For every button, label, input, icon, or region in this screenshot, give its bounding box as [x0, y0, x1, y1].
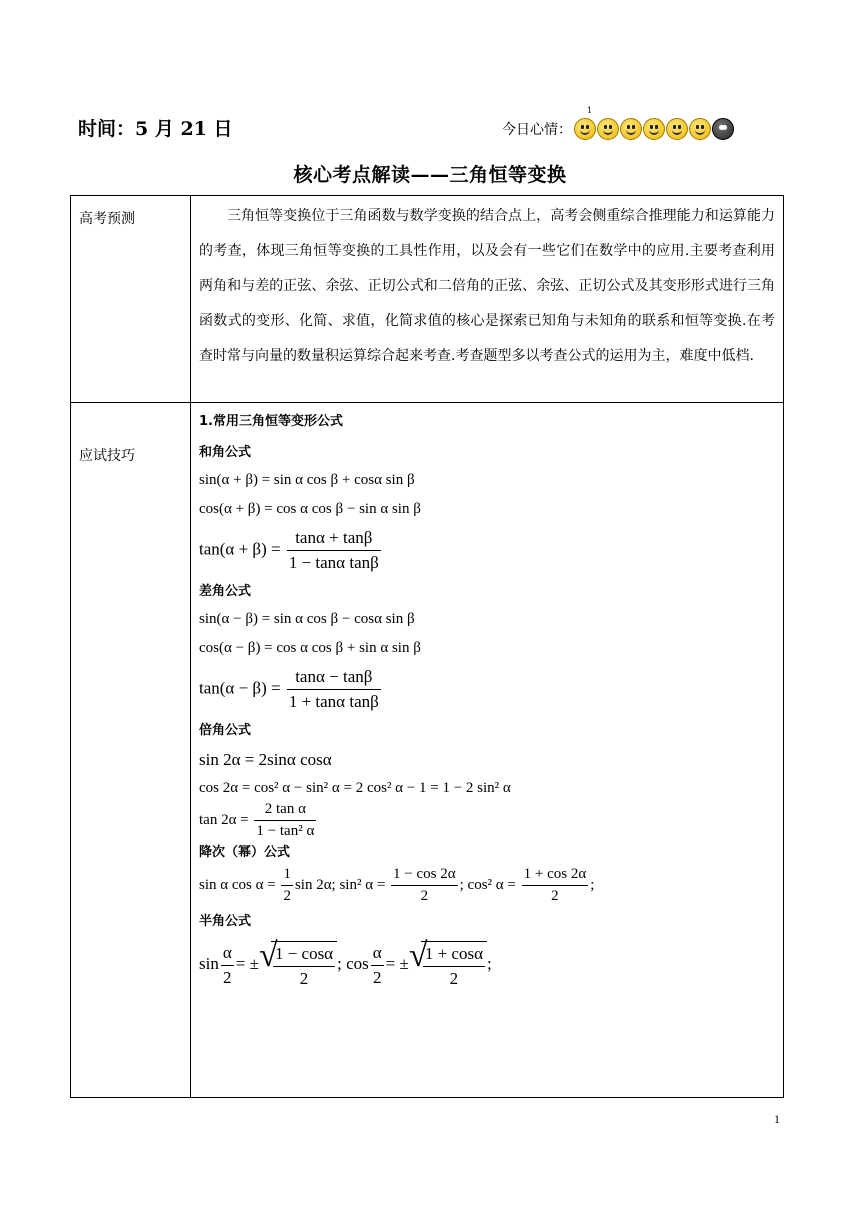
forecast-text: 三角恒等变换位于三角函数与数学变换的结合点上，高考会侧重综合推理能力和运算能力的考查，体现三角恒等变换的工具性作用，以及会有一些它们在数学中的应用.主要考查利用两角和与差的正弦、余弦、正切公式和二倍角的正弦、余弦、正切公式及其变形形式进行三角函数式的变形、化简、求值，化简求值的核心是探索已知角与未知角的联系和恒等变换.在考查时常与向量的数量积运算综合起来考查.考查题型多以考查公式的运用为主，难度中低档.	[199, 208, 775, 364]
content-table	[70, 195, 784, 1098]
sum-tan-formula	[199, 528, 775, 573]
smirk-emoji-icon	[689, 118, 711, 140]
diff-tan-numerator: tanα − tanβ	[287, 667, 381, 690]
diff-sin-formula: sin(α − β) = sin α cos β − cosα sin β	[199, 611, 415, 627]
sum-heading: 和角公式	[199, 445, 252, 460]
skills-label: 应试技巧	[79, 448, 135, 464]
skills-content-cell	[191, 403, 784, 1098]
power-c-denominator: 2	[551, 888, 559, 904]
power-c-numerator: 1 + cos 2α	[522, 866, 589, 886]
mood-row	[502, 118, 734, 140]
diff-tan-formula	[199, 667, 775, 712]
power-lhs: sin α cos α =	[199, 876, 276, 893]
sqrt-b: √ $\frac{1 + \cos\alpha}{2}$	[409, 941, 487, 989]
power-a-denominator: 2	[283, 888, 291, 904]
half-b-numerator: α	[371, 943, 384, 966]
half-heading: 半角公式	[199, 914, 252, 929]
half-sin: sin	[199, 953, 219, 973]
power-b-numerator: 1 − cos 2α	[391, 866, 458, 886]
diff-cos-formula: cos(α − β) = cos α cos β + sin α sin β	[199, 640, 421, 656]
diff-tan-lhs: tan(α − β) =	[199, 678, 281, 698]
sum-tan-lhs: tan(α + β) =	[199, 539, 281, 559]
sum-tan-denominator: 1 − tanα tanβ	[288, 553, 379, 572]
power-sin-sq: sin 2α; sin² α =	[294, 876, 386, 893]
half-a-numerator: α	[221, 943, 234, 966]
half-cos: ; cos	[337, 953, 369, 973]
half-b-denominator: 2	[372, 967, 382, 987]
sum-sin-formula: sin(α + β) = sin α cos β + cosα sin β	[199, 472, 415, 488]
double-tan-denominator: 1 − tan² α	[256, 823, 315, 839]
power-a-numerator: 1	[281, 866, 293, 886]
sum-cos-formula: cos(α + β) = cos α cos β − sin α sin β	[199, 501, 421, 517]
thinking-emoji-icon	[643, 118, 665, 140]
power-heading: 降次（幂）公式	[199, 845, 291, 860]
half-b-rad-denominator: 2	[449, 969, 459, 988]
double-cos-formula: cos 2α = cos² α − sin² α = 2 cos² α − 1 = 1 − 2 sin² α	[199, 780, 511, 796]
double-heading: 倍角公式	[199, 723, 252, 738]
forecast-row	[71, 196, 784, 403]
half-formula	[199, 937, 775, 989]
angry-emoji-icon	[620, 118, 642, 140]
diff-heading: 差角公式	[199, 584, 252, 599]
laughing-emoji-icon	[666, 118, 688, 140]
formulas-heading: 1.常用三角恒等变形公式	[199, 414, 343, 429]
diff-tan-denominator: 1 + tanα tanβ	[288, 692, 379, 711]
sum-tan-numerator: tanα + tanβ	[287, 528, 381, 551]
half-a-denominator: 2	[223, 967, 232, 987]
double-tan-numerator: 2 tan α	[254, 801, 316, 821]
double-tan-lhs: tan 2α =	[199, 811, 249, 828]
grin-emoji-icon	[597, 118, 619, 140]
half-pm-a: = ±	[235, 953, 259, 973]
half-pm-b: = ±	[385, 953, 409, 973]
skills-row	[71, 403, 784, 1098]
forecast-content-cell	[191, 196, 784, 403]
date-heading: 时间：5 月 21 日	[78, 118, 233, 140]
footnote-mark: 1	[587, 106, 593, 115]
power-formula	[199, 866, 775, 905]
sqrt-a: √ $\frac{1 - \cos\alpha}{2}$	[259, 941, 337, 989]
half-end: ;	[486, 953, 492, 973]
power-cos-sq: ; cos² α =	[459, 876, 516, 893]
double-sin-formula: sin 2α = 2sinα cosα	[199, 750, 332, 769]
smile-emoji-icon	[574, 118, 596, 140]
power-b-denominator: 2	[420, 888, 429, 904]
devil-emoji-icon	[712, 118, 734, 140]
formula-list	[199, 403, 775, 989]
forecast-label: 高考预测	[79, 211, 135, 227]
mood-label: 今日心情：	[502, 122, 572, 138]
half-a-rad-numerator: 1 − cosα	[273, 944, 335, 967]
half-b-rad-numerator: 1 + cosα	[423, 944, 485, 967]
half-a-rad-denominator: 2	[299, 969, 309, 988]
mood-emoticons	[574, 118, 734, 140]
page-title: 核心考点解读——三角恒等变换	[293, 164, 567, 186]
forecast-label-cell	[71, 196, 191, 403]
skills-label-cell	[71, 403, 191, 1098]
double-tan-formula	[199, 801, 775, 840]
power-end: ;	[590, 876, 595, 893]
page-number: 1	[774, 1112, 780, 1126]
